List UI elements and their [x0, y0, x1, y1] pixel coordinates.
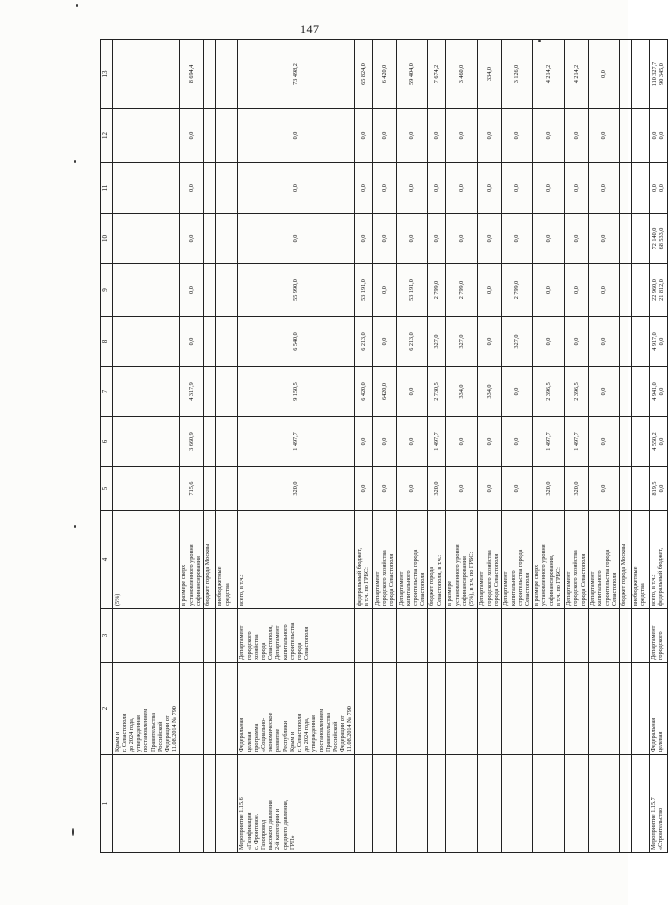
table-cell-col-13: 8 694,4: [179, 40, 203, 109]
table-cell-col-4: внебюджетные средства: [631, 511, 649, 609]
table-cell-col-2: [631, 663, 649, 755]
table-cell-col-3: [373, 609, 397, 663]
table-cell-col-13: [631, 40, 649, 109]
table-row: [215, 40, 237, 853]
table-cell-col-11: 0,0: [588, 163, 619, 214]
table-cell-col-11: [203, 163, 215, 214]
column-number-10: 10: [101, 214, 113, 264]
table-cell-col-9: [203, 264, 215, 317]
table-cell-col-4: федеральный бюджет, в т.ч. по ГРБС:: [355, 511, 373, 609]
table-cell-col-3: [619, 609, 631, 663]
table-cell-col-4: всего, в т.ч.:: [237, 511, 354, 609]
table-cell-col-12: 0,0: [564, 109, 588, 163]
table-cell-col-13: 3 460,0: [445, 40, 477, 109]
column-number-11: 11: [101, 163, 113, 214]
table-cell-col-2: [445, 663, 477, 755]
table-cell-col-2: [203, 663, 215, 755]
table-cell-col-6: 1 497,7: [237, 417, 354, 467]
table-body: [101, 40, 668, 853]
table-cell-col-5: [215, 467, 237, 511]
table-cell-col-11: 0,0: [373, 163, 397, 214]
page-number: 147: [300, 22, 320, 36]
table-cell-col-11: [215, 163, 237, 214]
table-cell-col-12: [619, 109, 631, 163]
table-cell-col-5: [203, 467, 215, 511]
column-number-4: 4: [101, 511, 113, 609]
table-cell-col-13: 4 214,2: [532, 40, 564, 109]
table-cell-col-12: [203, 109, 215, 163]
column-number-2: 2: [101, 663, 113, 755]
table-cell-col-9: 0,0: [532, 264, 564, 317]
table-cell-col-11: 0,0 0,0: [649, 163, 667, 214]
table-row: [477, 40, 501, 853]
table-cell-col-5: 0,0: [445, 467, 477, 511]
column-number-12: 12: [101, 109, 113, 163]
table-cell-col-2: [397, 663, 428, 755]
table-cell-col-3: Департамент городского хозяйства города Севастополя, Департамент капитального строительства города Севастополя: [237, 609, 354, 663]
table-cell-col-4: Департамент городского хозяйства города Севастополя: [373, 511, 397, 609]
table-cell-col-4: внебюджетные средства: [215, 511, 237, 609]
table-cell-col-1: [619, 755, 631, 853]
table-cell-col-8: 327,0: [445, 317, 477, 367]
table-cell-col-6: 1 497,7: [532, 417, 564, 467]
table-cell-col-2: Крым и г. Севастополя до 2024 года, утвержденная постановлением Правительства Российской Федерации от 11.08.2014 № 790: [113, 663, 180, 755]
table-cell-col-5: 819,5 0,0: [649, 467, 667, 511]
table-cell-col-3: [215, 609, 237, 663]
budget-table: [100, 39, 668, 853]
table-cell-col-12: 0,0: [237, 109, 354, 163]
table-cell-col-7: [113, 367, 180, 417]
table-cell-col-4: в размере установленного уровня софинансирования (5%), в т.ч. по ГРБС:: [445, 511, 477, 609]
table-cell-col-11: 0,0: [179, 163, 203, 214]
table-cell-col-4: бюджет города Москвы: [619, 511, 631, 609]
table-cell-col-5: 0,0: [477, 467, 501, 511]
table-cell-col-8: 6 213,0: [355, 317, 373, 367]
table-cell-col-5: 0,0: [397, 467, 428, 511]
table-row: [445, 40, 477, 853]
table-cell-col-8: [203, 317, 215, 367]
table-cell-col-10: 0,0: [445, 214, 477, 264]
table-cell-col-7: 6 420,0: [355, 367, 373, 417]
table-cell-col-13: 59 404,0: [397, 40, 428, 109]
table-cell-col-1: [113, 755, 180, 853]
table-row: [619, 40, 631, 853]
table-cell-col-5: 320,0: [237, 467, 354, 511]
table-row: [427, 40, 445, 853]
table-cell-col-2: [564, 663, 588, 755]
table-cell-col-8: 327,0: [427, 317, 445, 367]
table-cell-col-5: [619, 467, 631, 511]
table-row: [631, 40, 649, 853]
table-cell-col-3: [532, 609, 564, 663]
table-row: [501, 40, 532, 853]
table-cell-col-1: [397, 755, 428, 853]
table-cell-col-1: [203, 755, 215, 853]
table-cell-col-8: 6 213,0: [397, 317, 428, 367]
table-cell-col-5: [631, 467, 649, 511]
table-cell-col-2: [373, 663, 397, 755]
table-cell-col-9: [619, 264, 631, 317]
table-cell-col-1: [179, 755, 203, 853]
table-cell-col-9: [215, 264, 237, 317]
table-cell-col-9: 22 960,0 21 812,0: [649, 264, 667, 317]
table-cell-col-11: [619, 163, 631, 214]
table-cell-col-13: [113, 40, 180, 109]
table-cell-col-10: 72 140,0 68 533,0: [649, 214, 667, 264]
table-cell-col-9: 53 191,0: [397, 264, 428, 317]
table-cell-col-9: 2 799,0: [501, 264, 532, 317]
table-cell-col-4: в размере сверх установленного уровня софинансирования, в т.ч. по ГРБС:: [532, 511, 564, 609]
table-cell-col-7: [215, 367, 237, 417]
table-cell-col-8: 0,0: [532, 317, 564, 367]
table-cell-col-12: 0,0: [477, 109, 501, 163]
table-cell-col-4: (5%): [113, 511, 180, 609]
table-cell-col-11: 0,0: [532, 163, 564, 214]
table-cell-col-12: 0,0: [588, 109, 619, 163]
table-cell-col-3: [113, 609, 180, 663]
table-cell-col-3: [203, 609, 215, 663]
table-cell-col-9: 53 191,0: [355, 264, 373, 317]
column-number-9: 9: [101, 264, 113, 317]
table-cell-col-1: [373, 755, 397, 853]
table-cell-col-10: [113, 214, 180, 264]
table-cell-col-2: [532, 663, 564, 755]
table-cell-col-2: [179, 663, 203, 755]
table-cell-col-5: 0,0: [355, 467, 373, 511]
table-cell-col-9: 2 799,0: [445, 264, 477, 317]
table-row: [564, 40, 588, 853]
table-cell-col-10: 0,0: [397, 214, 428, 264]
table-row: [649, 40, 667, 853]
table-cell-col-1: [501, 755, 532, 853]
table-cell-col-1: [215, 755, 237, 853]
column-number-1: 1: [101, 755, 113, 853]
table-cell-col-13: 6 420,0: [373, 40, 397, 109]
table-cell-col-7: 0,0: [397, 367, 428, 417]
table-cell-col-6: [215, 417, 237, 467]
table-cell-col-5: 0,0: [373, 467, 397, 511]
table-cell-col-3: [397, 609, 428, 663]
table-cell-col-6: [203, 417, 215, 467]
table-cell-col-2: Федеральная целевая программа «Социально- экономическое развитие Республики Крым и г. Севастополя до 2024 года, утвержденная постановлением Правительства Российской Федерации от 11.08.2014 № 790: [237, 663, 354, 755]
column-number-13: 13: [101, 40, 113, 109]
table-cell-col-6: 4 550,2 0,0: [649, 417, 667, 467]
table-cell-col-4: всего, в т.ч.: федеральный бюджет,: [649, 511, 667, 609]
table-cell-col-10: 0,0: [355, 214, 373, 264]
table-cell-col-6: [619, 417, 631, 467]
table-cell-col-3: [501, 609, 532, 663]
table-cell-col-11: 0,0: [427, 163, 445, 214]
table-cell-col-13: [203, 40, 215, 109]
table-cell-col-3: [564, 609, 588, 663]
table-cell-col-6: 1 497,7: [427, 417, 445, 467]
rotated-table-container: [100, 40, 666, 853]
table-cell-col-8: 0,0: [179, 317, 203, 367]
table-cell-col-2: [427, 663, 445, 755]
table-row: [397, 40, 428, 853]
table-cell-col-6: 0,0: [588, 417, 619, 467]
table-cell-col-6: [113, 417, 180, 467]
table-cell-col-3: [445, 609, 477, 663]
table-cell-col-7: 334,0: [477, 367, 501, 417]
table-cell-col-10: 0,0: [532, 214, 564, 264]
table-cell-col-1: [355, 755, 373, 853]
table-cell-col-13: 3 126,0: [501, 40, 532, 109]
table-cell-col-5: 320,0: [564, 467, 588, 511]
table-cell-col-11: [631, 163, 649, 214]
table-cell-col-10: 0,0: [588, 214, 619, 264]
table-cell-col-11: 0,0: [237, 163, 354, 214]
table-cell-col-4: Департамент капитального строительства города Севастополя: [501, 511, 532, 609]
table-cell-col-12: [215, 109, 237, 163]
table-row: [113, 40, 180, 853]
table-cell-col-8: 6 540,0: [237, 317, 354, 367]
table-cell-col-8: [619, 317, 631, 367]
table-row: [179, 40, 203, 853]
column-number-6: 6: [101, 417, 113, 467]
table-cell-col-1: [588, 755, 619, 853]
table-cell-col-12: 0,0: [397, 109, 428, 163]
table-row: [588, 40, 619, 853]
table-cell-col-9: 0,0: [564, 264, 588, 317]
table-cell-col-9: 0,0: [373, 264, 397, 317]
table-cell-col-9: [631, 264, 649, 317]
table-cell-col-7: [203, 367, 215, 417]
table-cell-col-7: 2 396,5: [532, 367, 564, 417]
table-cell-col-1: [564, 755, 588, 853]
table-cell-col-11: [113, 163, 180, 214]
table-cell-col-7: 4 317,9: [179, 367, 203, 417]
table-cell-col-1: [445, 755, 477, 853]
table-cell-col-2: [588, 663, 619, 755]
table-cell-col-5: 0,0: [501, 467, 532, 511]
table-cell-col-8: 4 917,0 0,0: [649, 317, 667, 367]
column-number-8: 8: [101, 317, 113, 367]
table-cell-col-13: 110 327,7 90 345,0: [649, 40, 667, 109]
table-cell-col-12: 0,0 0,0: [649, 109, 667, 163]
table-cell-col-11: 0,0: [501, 163, 532, 214]
table-cell-col-3: [588, 609, 619, 663]
table-cell-col-10: 0,0: [373, 214, 397, 264]
table-cell-col-3: [631, 609, 649, 663]
table-cell-col-8: [113, 317, 180, 367]
column-number-3: 3: [101, 609, 113, 663]
table-cell-col-12: 0,0: [501, 109, 532, 163]
table-cell-col-12: 0,0: [373, 109, 397, 163]
table-cell-col-10: 0,0: [477, 214, 501, 264]
scan-speck: [538, 40, 541, 42]
scan-speck: [76, 4, 78, 7]
table-cell-col-1: [427, 755, 445, 853]
table-cell-col-2: [619, 663, 631, 755]
table-cell-col-7: 0,0: [501, 367, 532, 417]
table-cell-col-11: 0,0: [564, 163, 588, 214]
table-cell-col-5: 715,6: [179, 467, 203, 511]
table-cell-col-5: 320,0: [427, 467, 445, 511]
table-cell-col-7: 2 396,5: [564, 367, 588, 417]
table-cell-col-8: 0,0: [373, 317, 397, 367]
table-cell-col-9: 0,0: [588, 264, 619, 317]
table-cell-col-1: [477, 755, 501, 853]
table-cell-col-2: [355, 663, 373, 755]
table-cell-col-7: 2 730,5: [427, 367, 445, 417]
table-cell-col-10: 0,0: [564, 214, 588, 264]
table-cell-col-1: [532, 755, 564, 853]
table-cell-col-12: 0,0: [427, 109, 445, 163]
table-cell-col-8: 327,0: [501, 317, 532, 367]
table-cell-col-5: 320,0: [532, 467, 564, 511]
table-cell-col-9: 0,0: [179, 264, 203, 317]
table-cell-col-7: 6420,0: [373, 367, 397, 417]
table-cell-col-8: [215, 317, 237, 367]
table-cell-col-11: 0,0: [445, 163, 477, 214]
table-cell-col-10: [203, 214, 215, 264]
table-cell-col-3: [477, 609, 501, 663]
table-cell-col-9: 55 990,0: [237, 264, 354, 317]
table-cell-col-12: 0,0: [445, 109, 477, 163]
table-cell-col-7: [619, 367, 631, 417]
table-cell-col-7: 334,0: [445, 367, 477, 417]
table-cell-col-7: [631, 367, 649, 417]
table-cell-col-4: Департамент городского хозяйства города Севастополя: [477, 511, 501, 609]
table-cell-col-1: Мероприятие 1.15.7 «Строительство: [649, 755, 667, 853]
table-cell-col-2: Федеральная целевая: [649, 663, 667, 755]
table-cell-col-6: 3 660,9: [179, 417, 203, 467]
table-cell-col-8: 0,0: [477, 317, 501, 367]
table-cell-col-11: 0,0: [477, 163, 501, 214]
table-cell-col-7: 9 150,5: [237, 367, 354, 417]
table-cell-col-6: [631, 417, 649, 467]
table-row: [532, 40, 564, 853]
table-cell-col-5: [113, 467, 180, 511]
table-cell-col-11: 0,0: [397, 163, 428, 214]
table-cell-col-2: [477, 663, 501, 755]
scan-speck: [74, 160, 76, 163]
table-cell-col-13: 73 498,2: [237, 40, 354, 109]
scan-speck: [72, 828, 74, 836]
table-cell-col-4: Департамент городского хозяйства города Севастополя: [564, 511, 588, 609]
column-number-7: 7: [101, 367, 113, 417]
table-cell-col-3: [179, 609, 203, 663]
table-row: [373, 40, 397, 853]
table-cell-col-6: 0,0: [397, 417, 428, 467]
table-cell-col-3: [355, 609, 373, 663]
table-row: [203, 40, 215, 853]
column-number-5: 5: [101, 467, 113, 511]
table-cell-col-13: 7 674,2: [427, 40, 445, 109]
table-cell-col-6: 0,0: [501, 417, 532, 467]
table-cell-col-12: 0,0: [179, 109, 203, 163]
table-cell-col-10: 0,0: [179, 214, 203, 264]
table-cell-col-3: [427, 609, 445, 663]
table-cell-col-13: 334,0: [477, 40, 501, 109]
table-cell-col-6: 0,0: [445, 417, 477, 467]
table-cell-col-12: 0,0: [532, 109, 564, 163]
table-cell-col-10: [619, 214, 631, 264]
table-cell-col-10: [631, 214, 649, 264]
table-cell-col-7: 4 941,0 0,0: [649, 367, 667, 417]
table-cell-col-7: 0,0: [588, 367, 619, 417]
table-cell-col-2: [501, 663, 532, 755]
table-cell-col-1: [631, 755, 649, 853]
table-cell-col-4: Департамент капитального строительства города Севастополя: [397, 511, 428, 609]
table-cell-col-10: [215, 214, 237, 264]
table-cell-col-4: Департамент капитального строительства города Севастополя: [588, 511, 619, 609]
table-cell-col-6: 0,0: [355, 417, 373, 467]
table-cell-col-9: 0,0: [477, 264, 501, 317]
table-cell-col-6: 0,0: [477, 417, 501, 467]
table-cell-col-8: 0,0: [564, 317, 588, 367]
table-cell-col-12: [113, 109, 180, 163]
table-cell-col-4: в размере сверх установленного уровня софинансирования: [179, 511, 203, 609]
table-cell-col-11: 0,0: [355, 163, 373, 214]
table-cell-col-1: Мероприятие 1.15.6 «Газификация с. Фронтовое. Газопровод высокого давления 2-й категории и среднего давления, ГРП»: [237, 755, 354, 853]
table-cell-col-10: 0,0: [427, 214, 445, 264]
table-cell-col-13: [619, 40, 631, 109]
scan-speck: [74, 525, 76, 528]
table-row: [355, 40, 373, 853]
table-cell-col-6: 0,0: [373, 417, 397, 467]
table-cell-col-5: 0,0: [588, 467, 619, 511]
table-cell-col-10: 0,0: [237, 214, 354, 264]
table-cell-col-8: [631, 317, 649, 367]
table-row: [237, 40, 354, 853]
table-cell-col-6: 1 497,7: [564, 417, 588, 467]
table-cell-col-2: [215, 663, 237, 755]
table-cell-col-12: [631, 109, 649, 163]
table-cell-col-13: 65 824,0: [355, 40, 373, 109]
table-cell-col-13: 0,0: [588, 40, 619, 109]
table-cell-col-9: 2 799,0: [427, 264, 445, 317]
table-cell-col-12: 0,0: [355, 109, 373, 163]
table-cell-col-3: Департамент городского: [649, 609, 667, 663]
table-cell-col-9: [113, 264, 180, 317]
table-cell-col-4: бюджет города Москвы: [203, 511, 215, 609]
table-cell-col-4: бюджет города Севастополя, в т.ч.:: [427, 511, 445, 609]
table-cell-col-13: 4 214,2: [564, 40, 588, 109]
table-cell-col-8: 0,0: [588, 317, 619, 367]
table-cell-col-13: [215, 40, 237, 109]
column-number-row: [101, 40, 113, 853]
table-cell-col-10: 0,0: [501, 214, 532, 264]
